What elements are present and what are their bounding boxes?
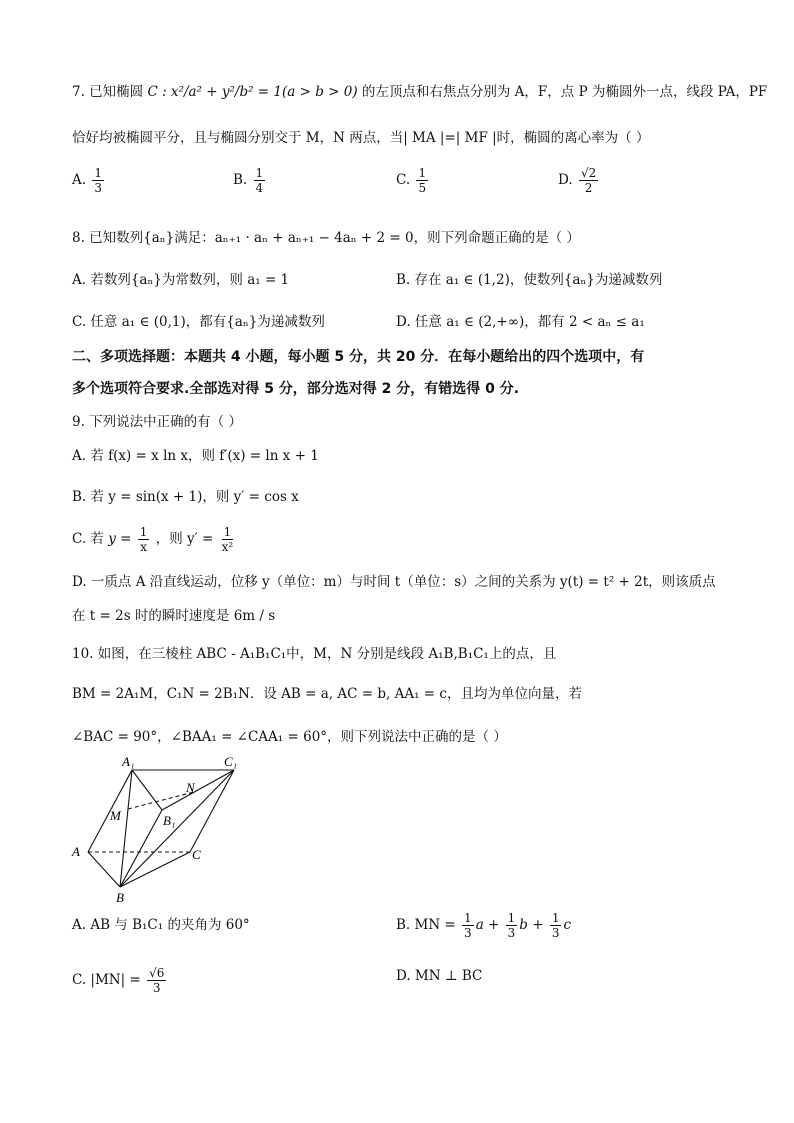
q10-line2: BM = 2A₁M，C₁N = 2B₁N．设 AB = a, AC = b, AA₁ = c，且均为单位向量，若: [72, 686, 582, 702]
q10-b-fraction-3: $\frac{1}{3}$: [551, 911, 560, 940]
q10-prism-figure: [66, 752, 256, 912]
q9-c-fraction-2: $\frac{1}{\text{x²}}$: [221, 525, 234, 554]
section2-heading-line1: 二、多项选择题：本题共 4 小题，每小题 5 分，共 20 分．在每小题给出的四个选项中，有: [72, 349, 645, 365]
q10-option-a: A. AB 与 B₁C₁ 的夹角为 60°: [72, 917, 250, 933]
q10-c-fraction: $\frac{√6}{3}$: [149, 966, 165, 995]
q10-option-b: B. MN = $\frac{1}{3}$ a + $\frac{1}{3}$ b + $\frac{1}{3}$ c: [396, 911, 572, 940]
label-m: M: [110, 808, 121, 823]
edge-a1-b: [120, 770, 132, 887]
label-a1: A₁: [122, 754, 135, 769]
q9-option-d-line2: 在 t = 2s 时的瞬时速度是 6m / s: [72, 608, 276, 624]
label-b: B: [116, 890, 124, 905]
q7-option-b-fraction: $\frac{1}{4}$: [255, 166, 264, 195]
q10-option-d: D. MN ⊥ BC: [396, 968, 483, 984]
edge-b-c1: [120, 770, 234, 887]
q7-line1: [72, 82, 767, 102]
edge-a1-b1: [132, 770, 162, 810]
edge-a-b: [88, 852, 120, 887]
q9-option-d-line1: D. 一质点 A 沿直线运动，位移 y（单位：m）与时间 t（单位：s）之间的关系为 y(t) = t² + 2t，则该质点: [72, 574, 716, 590]
segment-m-n: [128, 792, 194, 809]
q8-option-c: C. 任意 a₁ ∈ (0,1)，都有{aₙ}为递减数列: [72, 314, 325, 330]
q7-line2: 恰好均被椭圆平分，且与椭圆分别交于 M，N 两点，当| MA |=| MF |时，椭圆的离心率为（ ）: [72, 130, 650, 146]
label-n: N: [186, 780, 195, 795]
q7-ellipse-equation: C : x²/a² + y²/b² = 1(a > b > 0): [147, 84, 358, 100]
label-c: C: [192, 847, 201, 862]
q9-stem: 9. 下列说法中正确的有（ ）: [72, 414, 242, 430]
q9-option-c: C. 若 y = $\frac{1}{x}$ ，则 y′ = $\frac{1}{\text{x²}}$: [72, 525, 234, 554]
edge-b-c: [120, 852, 190, 887]
q8-stem: 8. 已知数列{aₙ}满足：aₙ₊₁ · aₙ + aₙ₊₁ − 4aₙ + 2 = 0，则下列命题正确的是（ ）: [72, 230, 580, 246]
label-c1: C₁: [224, 754, 238, 769]
q10-b-fraction-1: $\frac{1}{3}$: [464, 911, 472, 940]
q7-option-c-fraction: $\frac{1}{5}$: [418, 166, 427, 195]
q7-intro: 7. 已知椭圆: [72, 84, 144, 100]
label-a: A: [72, 844, 80, 859]
q8-option-b: B. 存在 a₁ ∈ (1,2)，使数列{aₙ}为递减数列: [396, 272, 663, 288]
q9-option-a: A. 若 f(x) = x ln x，则 f′(x) = ln x + 1: [72, 448, 319, 464]
q9-c-fraction-1: $\frac{1}{x}$: [139, 525, 148, 554]
q7-option-c: C. $\frac{1}{5}$: [396, 166, 427, 195]
q7-option-b: B. $\frac{1}{4}$: [233, 166, 264, 195]
q10-line3: ∠BAC = 90°，∠BAA₁ = ∠CAA₁ = 60°，则下列说法中正确的是（ ）: [72, 729, 507, 745]
label-b1: B₁: [163, 813, 176, 828]
section2-heading-line2: 多个选项符合要求.全部选对得 5 分，部分选对得 2 分，有错选得 0 分.: [72, 381, 520, 397]
q9-option-b: B. 若 y = sin(x + 1)，则 y′ = cos x: [72, 489, 299, 505]
q8-option-d: D. 任意 a₁ ∈ (2,+∞)，都有 2 < aₙ ≤ a₁: [396, 314, 645, 330]
q8-option-a: A. 若数列{aₙ}为常数列，则 a₁ = 1: [72, 272, 290, 288]
q7-option-d: D. $\frac{√2}{2}$: [558, 166, 597, 195]
q7-option-a: A. $\frac{1}{3}$: [72, 166, 102, 195]
q10-b-fraction-2: $\frac{1}{3}$: [507, 911, 516, 940]
q7-option-d-fraction: $\frac{√2}{2}$: [580, 166, 597, 195]
q7-option-a-fraction: $\frac{1}{3}$: [94, 166, 102, 195]
q10-line1: 10. 如图，在三棱柱 ABC - A₁B₁C₁中，M，N 分别是线段 A₁B,B₁C₁上的点，且: [72, 646, 557, 662]
q10-option-c: C. |MN| = $\frac{√6}{3}$: [72, 966, 165, 995]
q7-line1-tail: 的左顶点和右焦点分别为 A，F，点 P 为椭圆外一点，线段 PA，PF: [361, 84, 768, 100]
